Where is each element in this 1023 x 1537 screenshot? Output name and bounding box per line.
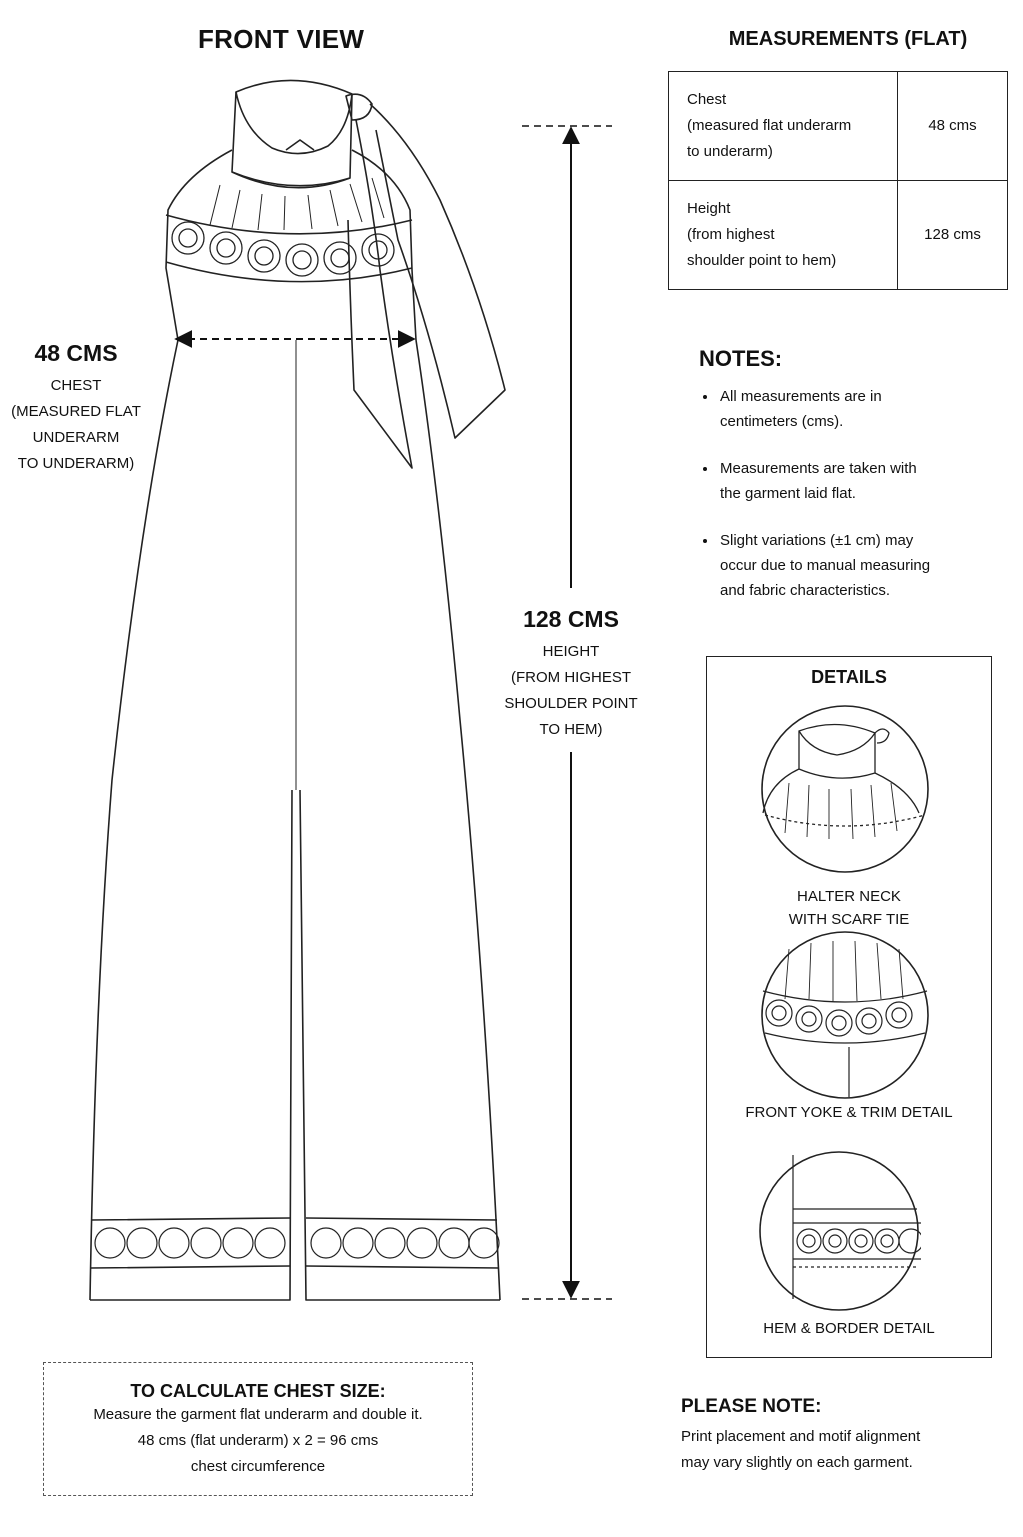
calc-line: Measure the garment flat underarm and double it. bbox=[93, 1406, 423, 1423]
please-note-title: PLEASE NOTE: bbox=[681, 1396, 822, 1417]
row-value: 128 cms bbox=[898, 181, 1008, 290]
row-label bbox=[669, 181, 898, 290]
calc-title: TO CALCULATE CHEST SIZE: bbox=[130, 1381, 386, 1401]
chest-caption-3: UNDERARM bbox=[32, 429, 120, 446]
table-row bbox=[669, 181, 1008, 290]
height-caption-1: HEIGHT bbox=[542, 643, 600, 660]
halter-neck-detail-image bbox=[759, 703, 931, 875]
note-line: and fabric characteristics. bbox=[720, 582, 891, 599]
detail-caption-line: FRONT YOKE & TRIM DETAIL bbox=[745, 1104, 953, 1121]
detail-caption-line: HEM & BORDER DETAIL bbox=[763, 1320, 935, 1337]
note-line: the garment laid flat. bbox=[720, 485, 856, 502]
details-panel bbox=[706, 656, 992, 1358]
table-row bbox=[669, 72, 1008, 181]
row-value: 48 cms bbox=[898, 72, 1008, 181]
row-label-line: shoulder point to hem) bbox=[687, 252, 837, 269]
list-item bbox=[718, 384, 1000, 434]
calc-line: chest circumference bbox=[190, 1458, 326, 1475]
detail-caption-line: HALTER NECK bbox=[797, 888, 901, 905]
chest-value: 48 CMS bbox=[34, 340, 118, 366]
please-note-line: Print placement and motif alignment bbox=[681, 1428, 921, 1445]
garment-outline bbox=[90, 80, 505, 1300]
note-line: • Measurements are taken with bbox=[720, 460, 917, 477]
list-item bbox=[718, 528, 1000, 603]
notes-title: NOTES: bbox=[699, 346, 783, 371]
calc-chest-box bbox=[43, 1362, 473, 1496]
detail-caption-line: WITH SCARF TIE bbox=[788, 911, 910, 928]
note-line: occur due to manual measuring bbox=[720, 557, 931, 574]
chest-caption-4: TO UNDERARM) bbox=[17, 455, 135, 472]
calc-line: 48 cms (flat underarm) x 2 = 96 cms bbox=[137, 1432, 379, 1449]
row-label-line: (from highest bbox=[687, 226, 775, 243]
please-note-line: may vary slightly on each garment. bbox=[681, 1454, 913, 1471]
list-item bbox=[718, 456, 1000, 506]
chest-callout bbox=[6, 340, 146, 477]
please-note bbox=[681, 1396, 1001, 1476]
note-line: centimeters (cms). bbox=[720, 413, 844, 430]
height-caption-2: (FROM HIGHEST bbox=[511, 669, 631, 686]
notes-list bbox=[700, 384, 1000, 625]
row-label-line: to underarm) bbox=[687, 143, 773, 160]
details-title: DETAILS bbox=[811, 667, 887, 687]
note-line: • Slight variations (±1 cm) may bbox=[720, 532, 914, 549]
chest-caption-1: CHEST bbox=[50, 377, 102, 394]
measurements-title: MEASUREMENTS (FLAT) bbox=[728, 28, 968, 50]
height-caption-3: SHOULDER POINT bbox=[504, 695, 638, 712]
height-value: 128 CMS bbox=[523, 606, 619, 632]
detail-caption bbox=[707, 885, 991, 931]
row-label-line: Chest bbox=[687, 91, 727, 108]
height-caption-4: TO HEM) bbox=[539, 721, 603, 738]
hem-trim-circles bbox=[95, 1228, 499, 1258]
front-view-title: FRONT VIEW bbox=[198, 24, 365, 54]
chest-caption-2: (MEASURED FLAT bbox=[11, 403, 141, 420]
detail-caption bbox=[707, 1317, 991, 1340]
measurements-table bbox=[668, 71, 1008, 290]
row-label-line: (measured flat underarm bbox=[687, 117, 852, 134]
note-line: • All measurements are in bbox=[720, 388, 882, 405]
hem-border-detail-image bbox=[757, 1149, 921, 1313]
front-yoke-trim-detail-image bbox=[759, 929, 931, 1101]
row-label bbox=[669, 72, 898, 181]
height-callout bbox=[496, 606, 646, 743]
row-label-line: Height bbox=[687, 200, 731, 217]
detail-caption bbox=[707, 1101, 991, 1124]
